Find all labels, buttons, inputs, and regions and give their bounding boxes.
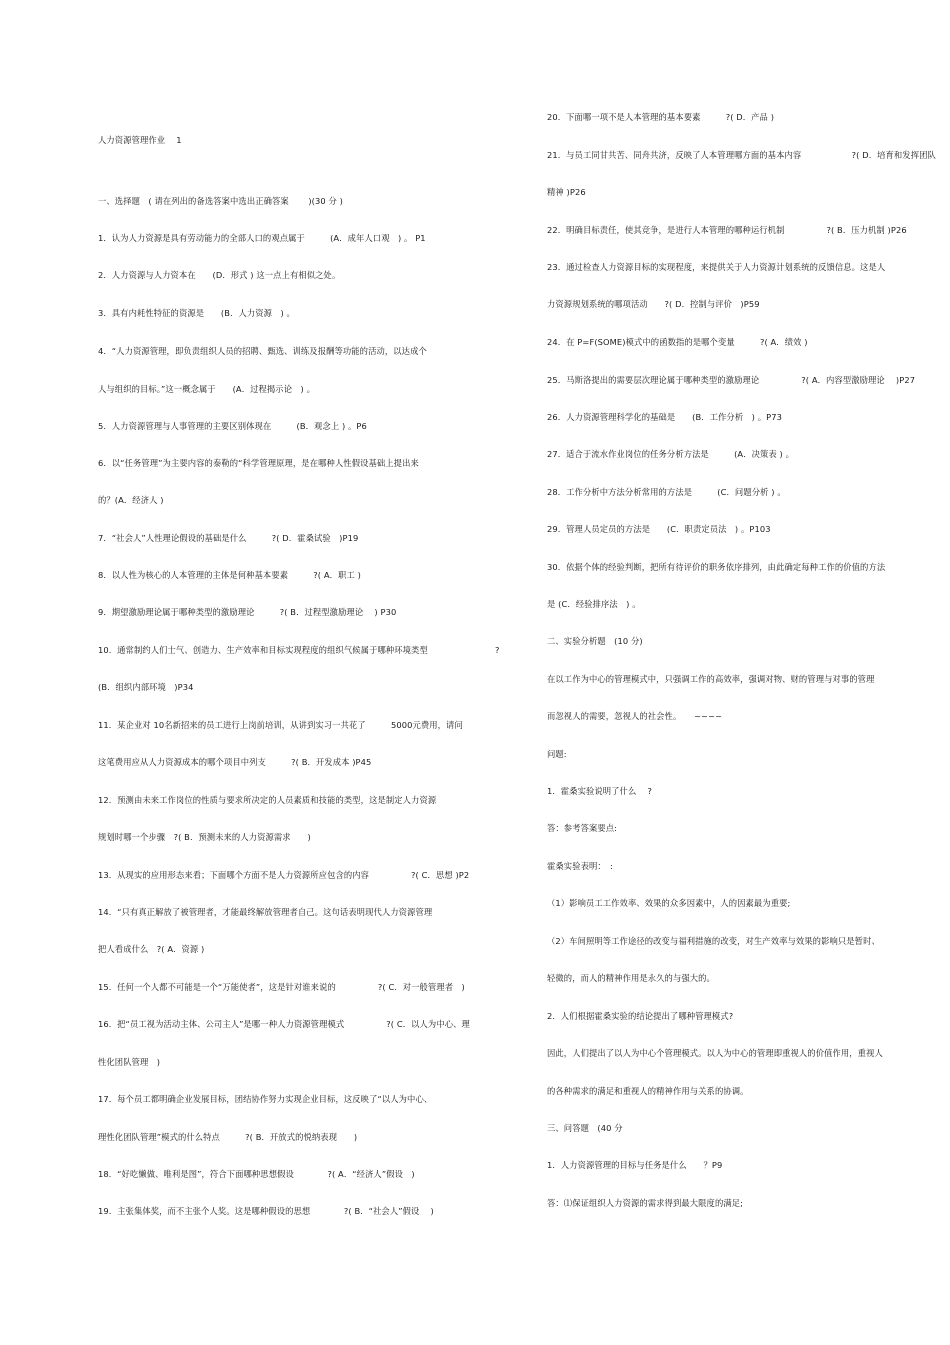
text-line: 8．以人性为核心的人本管理的主体是何种基本要素 ?( A．职工 ) (98, 570, 361, 580)
section-heading: 三、问答题 (40 分 (547, 1123, 623, 1133)
text-line: 1．霍桑实验说明了什么 ? (547, 786, 652, 796)
text-line: 性化团队管理 ) (98, 1057, 161, 1067)
text-line: 5．人力资源管理与人事管理的主要区别体现在 (B．观念上 ) 。P6 (98, 421, 367, 431)
text-line: （2）车间照明等工作途径的改变与福利措施的改变，对生产效率与效果的影响只是暂时、 (547, 936, 880, 946)
text-line: 11．某企业对 10名新招来的员工进行上岗前培训，从讲到实习一共花了 5000元费用，请问 (98, 720, 463, 730)
text-line: 的？(A．经济人 ) (98, 495, 164, 505)
text-line: 25．马斯洛提出的需要层次理论属于哪种类型的激励理论 ?( A．内容型激励理论 )P27 (547, 375, 916, 385)
text-line: 2．人们根据霍桑实验的结论提出了哪种管理模式? (547, 1011, 734, 1021)
text-line: 9．期望激励理论属于哪种类型的激励理论 ?( B．过程型激励理论 ) P30 (98, 607, 397, 617)
text-line: 26．人力资源管理科学化的基础是 (B．工作分析 ) 。P73 (547, 412, 782, 422)
text-line: 而忽视人的需要，忽视人的社会性。 ~~~~ (547, 711, 723, 721)
text-line: (B．组织内部环境 )P34 (98, 682, 194, 692)
text-line: 30．依据个体的经验判断，把所有待评价的职务依序排列，由此确定每种工作的价值的方法 (547, 562, 886, 572)
text-line: 12．预测由未来工作岗位的性质与要求所决定的人员素质和技能的类型，这是制定人力资源 (98, 795, 437, 805)
text-line: 21．与员工同甘共苦、同舟共济，反映了人本管理哪方面的基本内容 ?( D．培育和发挥团队 (547, 150, 936, 160)
section-heading: 二、实验分析题 (10 分) (547, 636, 643, 646)
text-line: 1．人力资源管理的目标与任务是什么 ？P9 (547, 1160, 723, 1170)
text-line: 24．在 P=F(SOME)模式中的函数指的是哪个变量 ?( A．绩效 ) (547, 337, 808, 347)
text-line: 7．“社会人”人性理论假设的基础是什么 ?( D．霍桑试验 )P19 (98, 533, 359, 543)
text-line: 在以工作为中心的管理模式中，只强调工作的高效率，强调对物、财的管理与对事的管理 (547, 674, 875, 684)
text-line: 6．以“任务管理”为主要内容的泰勒的“科学管理原理，是在哪种人性假设基础上提出来 (98, 458, 419, 468)
text-line: 因此，人们提出了以人为中心个管理模式。以人为中心的管理即重视人的价值作用，重视人 (547, 1048, 883, 1058)
text-line: 霍桑实验表明： : (547, 861, 613, 871)
text-line: 问题: (547, 749, 567, 759)
text-line: 轻微的，而人的精神作用是永久的与强大的。 (547, 973, 715, 983)
text-line: 10．通常制约人们士气、创造力、生产效率和目标实现程度的组织气候属于哪种环境类型 ? (98, 645, 500, 655)
text-line: 20．下面哪一项不是人本管理的基本要素 ?( D．产品 ) (547, 112, 775, 122)
text-line: 19．主张集体奖，而不主张个人奖。这是哪种假设的思想 ?( B．“社会人”假设 ) (98, 1206, 434, 1216)
text-line: 1．认为人力资源是具有劳动能力的全部人口的观点属于 (A．成年人口观 ) 。 P1 (98, 233, 426, 243)
text-line: 答：⑴保证组织人力资源的需求得到最大限度的满足; (547, 1198, 744, 1208)
text-line: 28．工作分析中方法分析常用的方法是 (C．问题分析 ) 。 (547, 487, 786, 497)
text-line: 一、选择题 ( 请在列出的备选答案中选出正确答案 )(30 分 ) (98, 196, 343, 206)
text-line: 13．从现实的应用形态来看；下面哪个方面不是人力资源所应包含的内容 ?( C．思想 )P2 (98, 870, 470, 880)
text-line: 18．“好吃懒做、唯利是图”，符合下面哪种思想假设 ?( A．“经济人”假设 ) (98, 1169, 415, 1179)
text-line: 是 (C．经验排序法 ) 。 (547, 599, 641, 609)
text-line: 理性化团队管理”模式的什么特点 ?( B．开放式的悦纳表现 ) (98, 1132, 358, 1142)
text-line: 4．“人力资源管理，即负责组织人员的招聘、甄选、训练及报酬等功能的活动，以达成个 (98, 346, 427, 356)
text-line: 人与组织的目标。”这一概念属于 (A．过程揭示论 ) 。 (98, 384, 315, 394)
text-line: 的各种需求的满足和重视人的精神作用与关系的协调。 (547, 1086, 749, 1096)
text-line: 29．管理人员定员的方法是 (C．职责定员法 ) 。P103 (547, 524, 771, 534)
text-line: 23．通过检查人力资源目标的实现程度，来提供关于人力资源计划系统的反馈信息。这是人 (547, 262, 886, 272)
text-line: 22．明确目标责任，使其竞争，是进行人本管理的哪种运行机制 ?( B．压力机制 )P26 (547, 225, 907, 235)
text-line: 精神 )P26 (547, 187, 586, 197)
document-title: 人力资源管理作业 1 (98, 135, 182, 145)
text-line: 答：参考答案要点: (547, 823, 618, 833)
text-line: 15．任何一个人都不可能是一个“万能使者”，这是针对谁来说的 ?( C．对一般管理者 ) (98, 982, 465, 992)
text-line: 这笔费用应从人力资源成本的哪个项目中列支 ?( B．开发成本 )P45 (98, 757, 372, 767)
text-line: （1）影响员工工作效率、效果的众多因素中，人的因素最为重要; (547, 898, 791, 908)
text-line: 规划时哪一个步骤 ?( B．预测未来的人力资源需求 ) (98, 832, 311, 842)
text-line: 力资源规划系统的哪项活动 ?( D．控制与评价 )P59 (547, 299, 760, 309)
text-line: 17．每个员工都明确企业发展目标，团结协作努力实现企业目标，这反映了“以人为中心、 (98, 1094, 433, 1104)
text-line: 14．“只有真正解放了被管理者，才能最终解放管理者自己。这句话表明现代人力资源管理 (98, 907, 433, 917)
text-line: 把人看成什么 ?( A．资源 ) (98, 944, 205, 954)
text-line: 27．适合于流水作业岗位的任务分析方法是 (A．决策表 ) 。 (547, 449, 795, 459)
text-line: 3．具有内耗性特征的资源是 (B．人力资源 ) 。 (98, 308, 295, 318)
text-line: 16．把“员工视为活动主体、公司主人”是哪一种人力资源管理模式 ?( C．以人为中心、理 (98, 1019, 470, 1029)
text-line: 2．人力资源与人力资本在 (D．形式 ) 这一点上有相似之处。 (98, 270, 341, 280)
